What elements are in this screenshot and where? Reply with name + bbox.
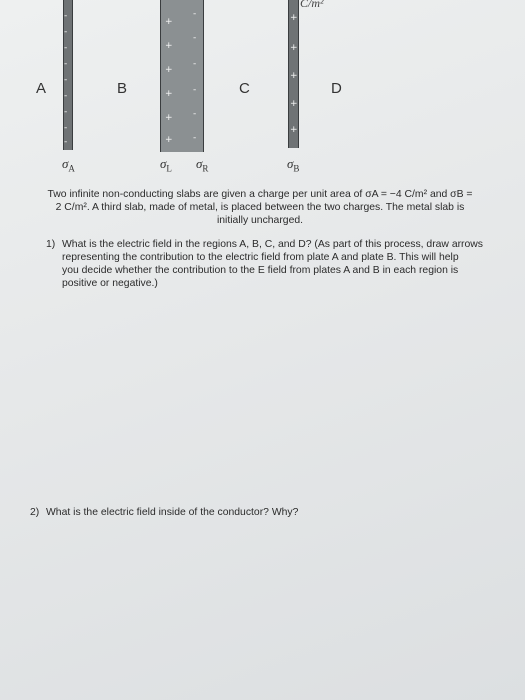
metal-left-mark: + bbox=[165, 89, 173, 99]
metal-left-mark: + bbox=[165, 135, 173, 145]
question-line: What is the electric field in the regions A, B, C, and D? (As part of this process, draw arrows bbox=[62, 239, 483, 250]
metal-right-mark: - bbox=[193, 85, 197, 95]
region-label-d: D bbox=[331, 80, 342, 97]
slab-a-mark: - bbox=[64, 91, 68, 101]
metal-right-mark: - bbox=[193, 109, 197, 119]
question-line: What is the electric field inside of the conductor? Why? bbox=[46, 507, 299, 518]
slab-a-mark: - bbox=[64, 107, 68, 117]
metal-left-mark: + bbox=[165, 65, 173, 75]
slab-a-mark: - bbox=[64, 75, 68, 85]
sigma-r-label: $\sigma_R$ bbox=[196, 156, 209, 174]
question-body bbox=[62, 238, 494, 290]
slab-b-mark: + bbox=[290, 43, 298, 53]
question-line: you decide whether the contribution to the E field from plates A and B in each region is bbox=[62, 265, 459, 276]
region-label-a: A bbox=[36, 80, 47, 97]
slab-b-mark: + bbox=[290, 125, 298, 135]
region-label-b: B bbox=[117, 80, 128, 97]
sigma-l-label: $\sigma_L$ bbox=[160, 156, 172, 174]
metal-left-mark: + bbox=[165, 41, 173, 51]
slab-b bbox=[288, 0, 299, 148]
slab-a-mark: - bbox=[64, 11, 68, 21]
slab-a-mark: - bbox=[64, 43, 68, 53]
metal-right-mark: - bbox=[193, 133, 197, 143]
intro-line: Two infinite non-conducting slabs are given a charge per unit area of σA = −4 C/m² and σB = bbox=[47, 189, 473, 200]
metal-left-mark: + bbox=[165, 113, 173, 123]
question-body bbox=[46, 506, 466, 519]
slab-a-mark: - bbox=[64, 123, 68, 133]
metal-right-mark: - bbox=[193, 59, 197, 69]
sigma-a-label: $\sigma_A$ bbox=[62, 156, 75, 174]
slab-a bbox=[63, 0, 73, 150]
problem-intro bbox=[46, 188, 474, 227]
slab-b-mark: + bbox=[290, 13, 298, 23]
region-label-c: C bbox=[239, 80, 250, 97]
slab-b-mark: + bbox=[290, 71, 298, 81]
corner-unit-note: C/m² bbox=[300, 0, 324, 10]
slab-b-mark: + bbox=[290, 99, 298, 109]
slab-a-mark: - bbox=[64, 137, 68, 147]
sigma-b-label: $\sigma_B$ bbox=[287, 156, 300, 174]
metal-left-mark: + bbox=[165, 17, 173, 27]
slab-a-mark: - bbox=[64, 59, 68, 69]
slab-a-mark: - bbox=[64, 27, 68, 37]
question-number: 1) bbox=[46, 239, 56, 250]
intro-line: 2 C/m². A third slab, made of metal, is placed between the two charges. The metal slab is bbox=[55, 202, 465, 213]
question-line: positive or negative.) bbox=[62, 278, 158, 289]
metal-right-mark: - bbox=[193, 9, 197, 19]
question-number: 2) bbox=[30, 507, 40, 518]
metal-right-mark: - bbox=[193, 33, 197, 43]
intro-line: initially uncharged. bbox=[216, 215, 304, 226]
question-line: representing the contribution to the electric field from plate A and plate B. This will help bbox=[62, 252, 459, 263]
metal-slab bbox=[160, 0, 204, 152]
